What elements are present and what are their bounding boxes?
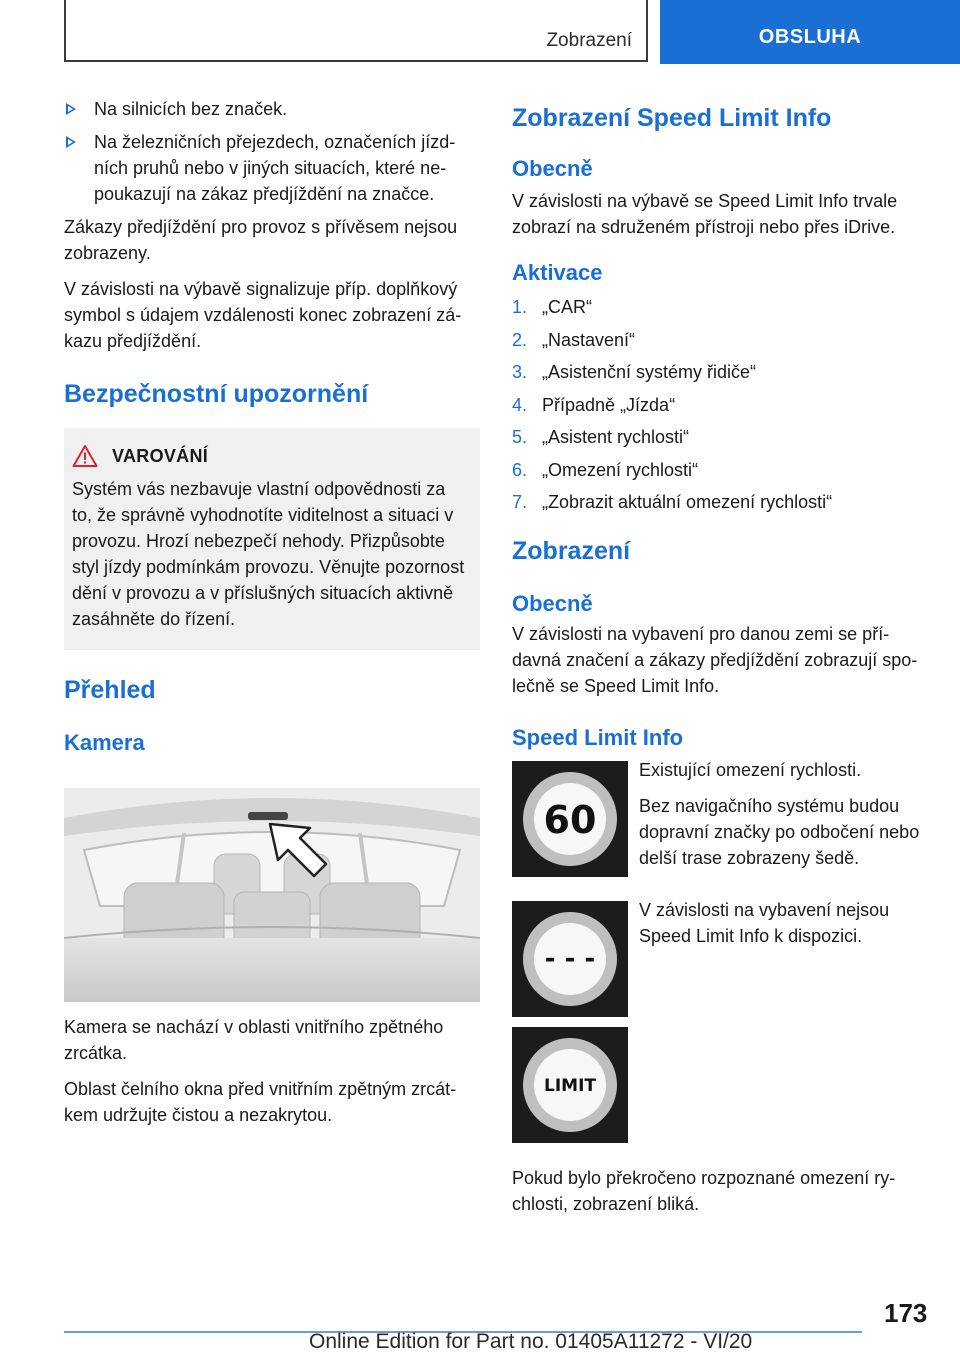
camera-heading: Kamera [64, 730, 145, 755]
overview-heading: Přehled [64, 676, 156, 704]
sign-60-note: Bez navigačního systému budou dopravní značky po odbočení nebo delší trase zobrazeny šedě. [639, 796, 920, 868]
camera-location-text: Kamera se nachází v oblasti vnitřního zpětného zrcátka. [64, 1017, 444, 1063]
sign-dash-description [639, 901, 928, 959]
warning-text: Systém vás nezbavuje vlastní odpovědnosti za to, že správně vyhodnotíte viditelnost a situaci v provozu. Hrozí nebezpečí nehody. Přizpůsobte styl jízdy podmínkám provozu. Věnujte pozornost dění v provozu a v příslušných situacích aktivně zasáhněte do řízení. [72, 479, 465, 629]
camera-keep-clean-text: Oblast čelního okna před vnitřním zpětným zrcátkem udržujte čistou a nezakrytou. [64, 1079, 457, 1125]
step-number: 5. [512, 427, 528, 447]
step-number: 3. [512, 362, 528, 382]
speed-sign-60-image [512, 761, 628, 877]
bullet-text: Na silnicích bez značek. [94, 99, 288, 119]
bullet-triangle-icon [66, 136, 76, 148]
list-item [64, 96, 480, 122]
activation-heading: Aktivace [512, 260, 603, 285]
header-title: Zobrazení [546, 30, 632, 51]
list-item [512, 424, 928, 450]
sign-dash-text: V závislosti na vybavení nejsou Speed Limit Info k dispozici. [639, 900, 890, 946]
sign-limit-label: LIMIT [544, 1076, 596, 1096]
right-column [512, 96, 928, 1227]
display-heading: Zobrazení [512, 537, 631, 565]
speed-sign-60-icon [512, 761, 628, 877]
bullet-triangle-icon [66, 103, 76, 115]
sign-dash-row [512, 901, 928, 1017]
step-number: 7. [512, 492, 528, 512]
closing-text: Pokud bylo překročeno rozpoznané omezení rychlosti, zobrazení bliká. [512, 1168, 896, 1214]
list-item [512, 327, 928, 353]
edition-text: Online Edition for Part no. 01405A11272 - VI/20 [309, 1330, 753, 1353]
warning-triangle-icon [72, 444, 98, 468]
sign-60-text: Existující omezení rychlosti. [639, 760, 862, 780]
safety-heading: Bezpečnostní upozornění [64, 380, 369, 408]
sign-60-description [639, 761, 928, 881]
left-column [64, 96, 480, 1138]
warning-box [64, 428, 480, 650]
page-number: 173 [884, 1298, 928, 1328]
general-text: V závislosti na výbavě se Speed Limit Info trvale zobrazí na sdruženém přístroji nebo přes iDrive. [512, 191, 898, 237]
step-text: „Asistenční systémy řidiče“ [542, 362, 757, 382]
list-item [512, 457, 928, 483]
camera-illustration [64, 788, 480, 1002]
warning-title: VAROVÁNÍ [112, 445, 209, 466]
header-frame [64, 0, 648, 62]
speed-sign-limit-image [512, 1027, 628, 1143]
step-number: 2. [512, 329, 528, 350]
display-general-text: V závislosti na vybavení pro danou zemi se přídavná značení a zákazy předjíždění zobrazují společně se Speed Limit Info. [512, 624, 918, 696]
bullet-text: Na železničních přejezdech, označeních jízdních pruhů nebo v jiných situacích, které nepoukazují na zákaz předjíždění na značce. [94, 132, 456, 204]
step-number: 4. [512, 394, 528, 415]
step-text: „Omezení rychlosti“ [542, 459, 699, 480]
step-text: „Zobrazit aktuální omezení rychlosti“ [542, 492, 833, 512]
step-number: 1. [512, 297, 528, 317]
section-tab: OBSLUHA [660, 0, 960, 64]
step-text: „Asistent rychlosti“ [542, 427, 690, 447]
sign-dash-label: - - - [544, 944, 596, 974]
sign-60-row [512, 761, 928, 881]
car-interior-image [64, 788, 480, 1002]
general-heading: Obecně [512, 156, 593, 181]
step-text: „CAR“ [542, 297, 592, 317]
list-item [512, 294, 928, 320]
list-item [64, 129, 480, 207]
step-number: 6. [512, 459, 528, 480]
sli-heading: Speed Limit Info [512, 725, 684, 750]
speed-sign-limit-icon [512, 1027, 628, 1143]
bullet-list [64, 96, 480, 207]
display-general-heading: Obecně [512, 591, 593, 616]
list-item [512, 489, 928, 515]
activation-steps [512, 294, 928, 515]
paragraph-symbol: V závislosti na výbavě signalizuje příp. doplňkový symbol s údajem vzdálenosti konec zobrazení zákazu předjíždění. [64, 279, 462, 351]
speed-sign-unavailable-icon [512, 901, 628, 1017]
list-item [512, 392, 928, 418]
sign-60-label: 60 [543, 798, 597, 842]
step-text: Případně „Jízda“ [542, 394, 676, 415]
list-item [512, 359, 928, 385]
step-text: „Nastavení“ [542, 329, 636, 350]
sign-limit-row [512, 1027, 928, 1143]
speed-limit-info-heading: Zobrazení Speed Limit Info [512, 104, 832, 132]
speed-sign-unavailable-image [512, 901, 628, 1017]
paragraph-trailer: Zákazy předjíždění pro provoz s přívěsem nejsou zobrazeny. [64, 217, 458, 263]
